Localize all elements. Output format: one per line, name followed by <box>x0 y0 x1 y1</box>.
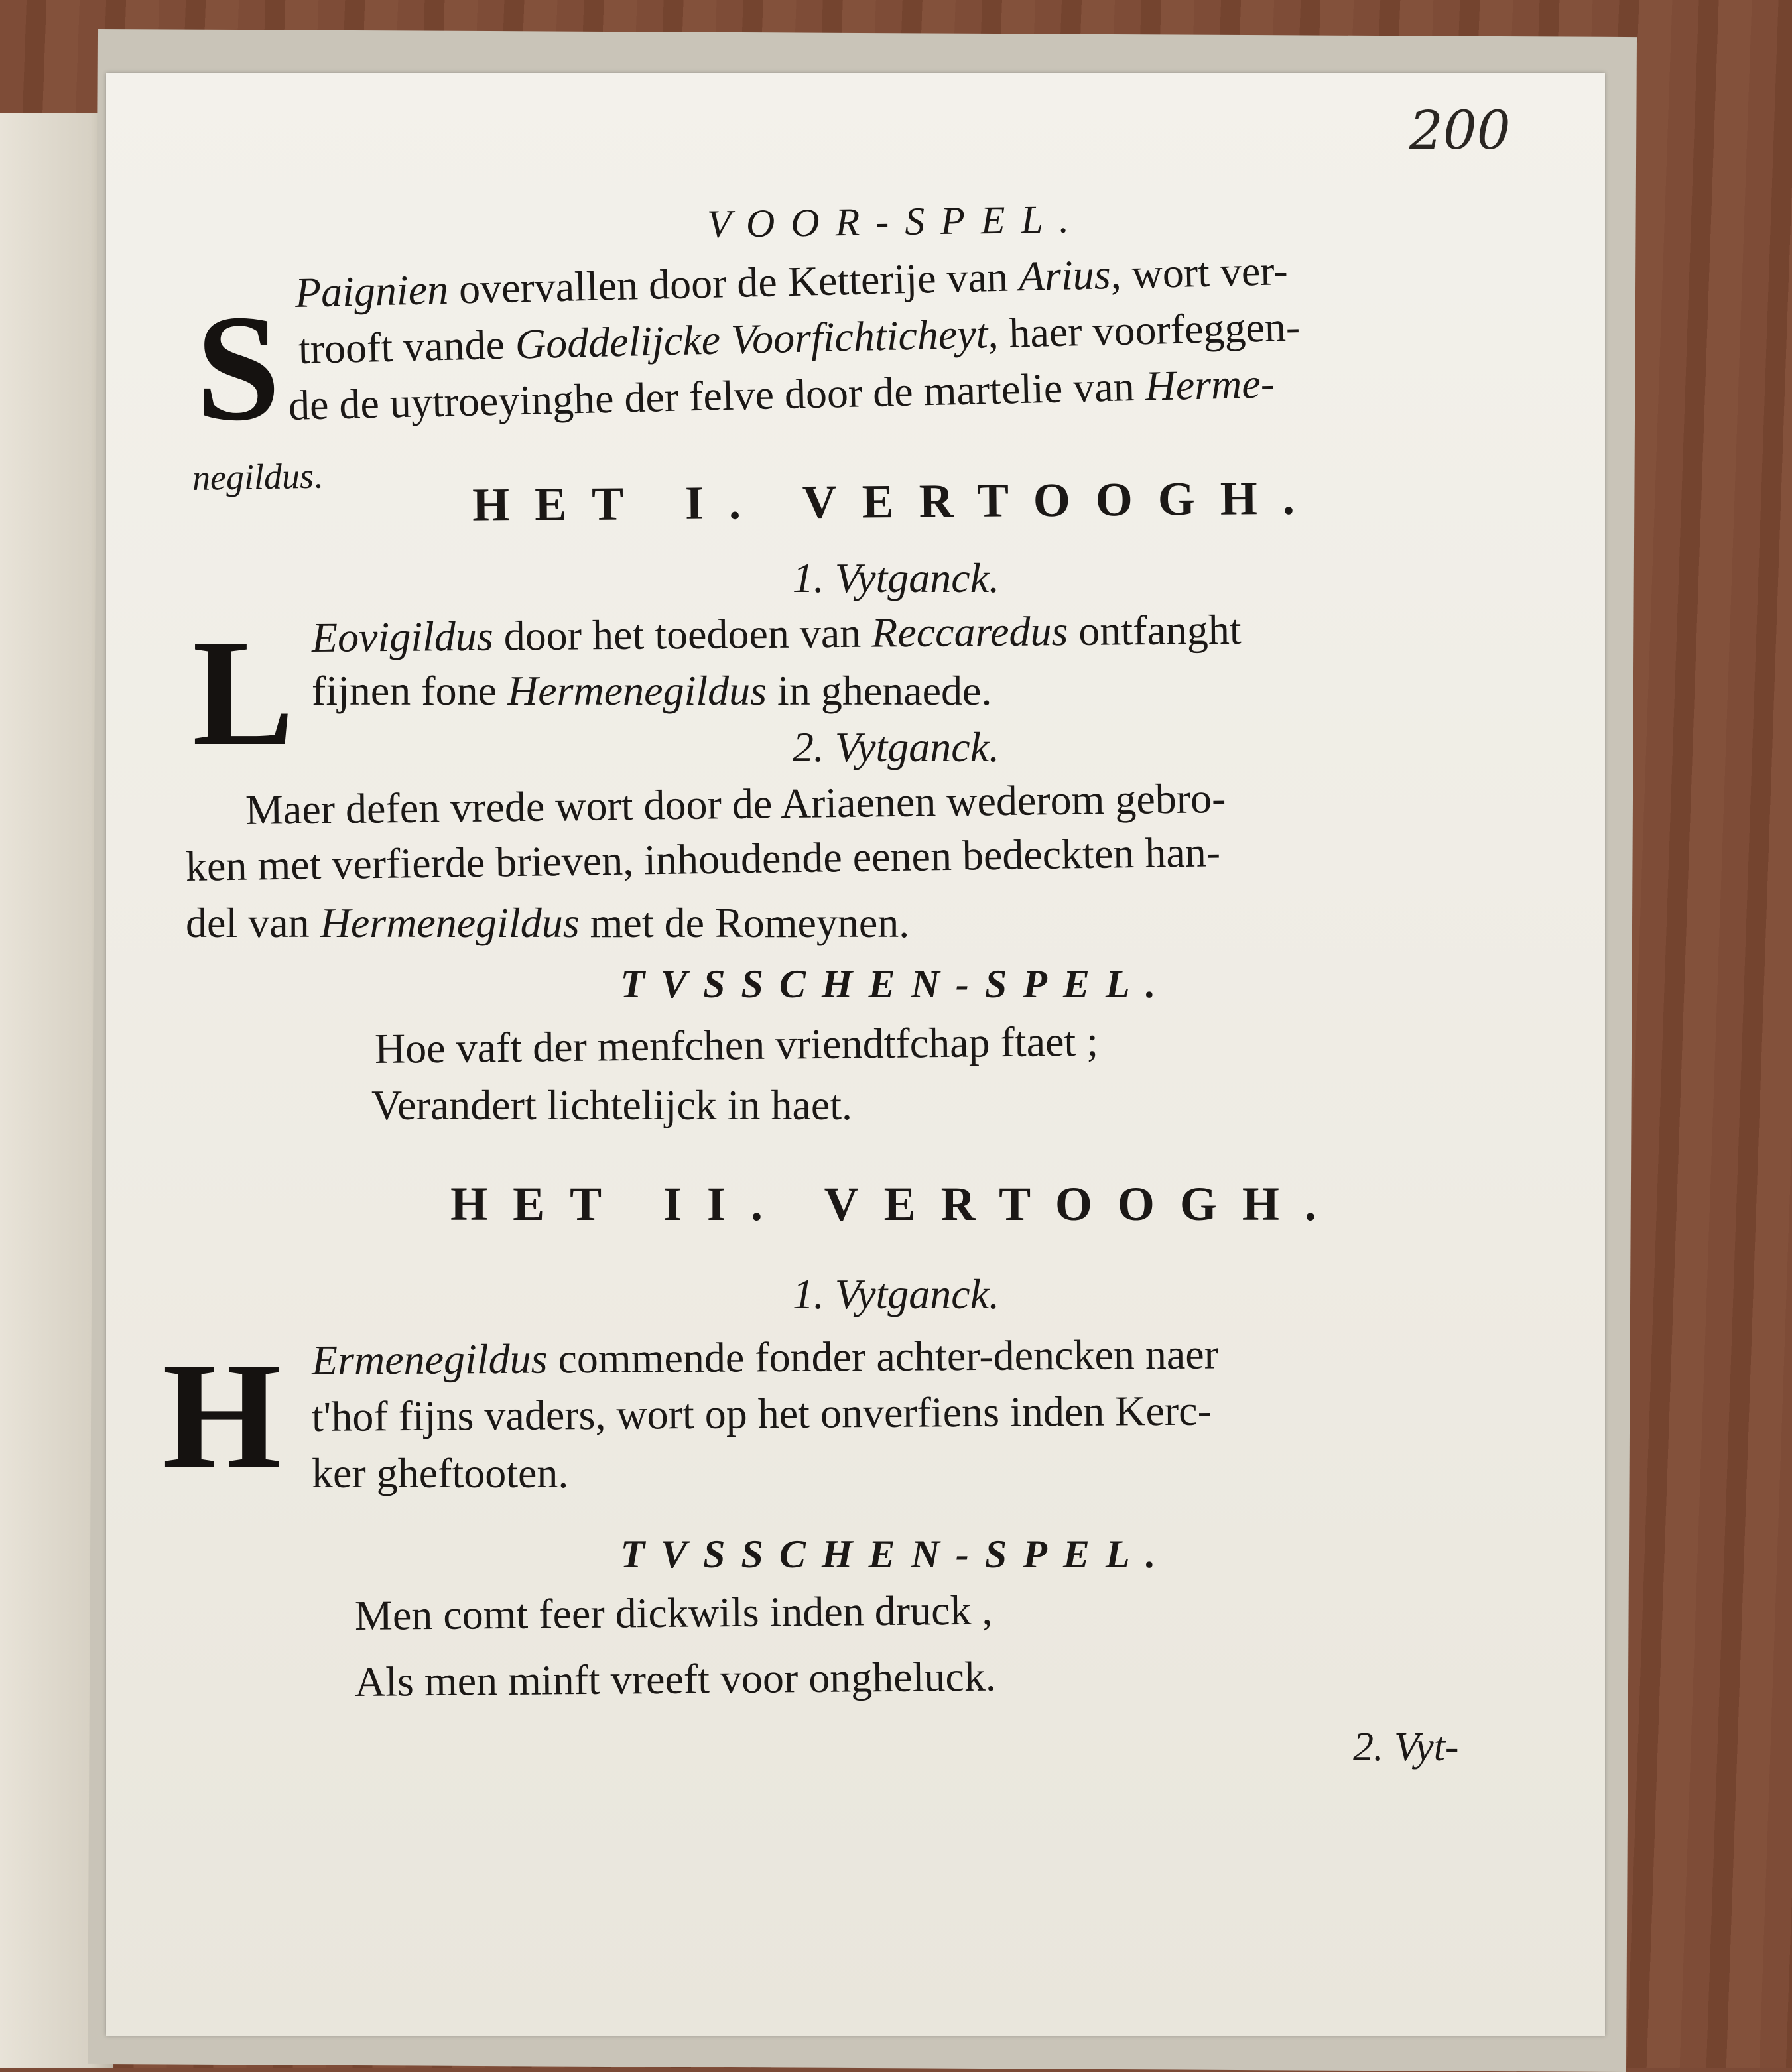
vertoogh-1-line-2 <box>312 666 992 715</box>
text: del van <box>186 899 320 946</box>
text: ontfanght <box>1068 605 1242 655</box>
drop-cap-l: L <box>192 608 294 777</box>
text: , haer voorfeggen- <box>987 302 1301 357</box>
italic-text: Herme- <box>1144 359 1275 410</box>
italic-text: Arius <box>1018 251 1112 300</box>
vertoogh-1-heading: HET I. VERTOOGH. <box>472 471 1320 532</box>
vertoogh-1-uitgang-1-label <box>0 554 1792 603</box>
tusschenspel-1-line-1: Hoe vaft der menfchen vriendtfchap ftaet ; <box>374 1017 1099 1072</box>
italic-text: Hermenegildus <box>507 667 767 714</box>
vertoogh-1-line-4: ken met verfierde brieven, inhoudende eenen bedeckten han- <box>185 828 1221 890</box>
italic-text: negildus <box>192 456 314 498</box>
text: met de Romeynen. <box>579 899 910 946</box>
text: , wort ver- <box>1110 247 1289 298</box>
text: commende fonder achter-dencken naer <box>547 1330 1219 1382</box>
vertoogh-2-line-2: t'hof fijns vaders, wort op het onverfiens inden Kerc- <box>311 1386 1212 1440</box>
vertoogh-2-line-3: ker gheftooten. <box>312 1449 569 1496</box>
text: door het toedoen van <box>493 609 872 660</box>
italic-text: 1. Vytganck. <box>792 554 1000 601</box>
text: de de uytroeyinghe der felve door de martelie van <box>288 362 1146 429</box>
text: fijnen fone <box>312 667 507 714</box>
vertoogh-1-line-1 <box>312 605 1242 662</box>
voorspel-title: VOOR-SPEL. <box>706 197 1086 246</box>
text: in ghenaede. <box>767 667 992 714</box>
vertoogh-2-line-1 <box>312 1329 1218 1385</box>
vertoogh-1-line-3: Maer defen vrede wort door de Ariaenen wederom gebro- <box>245 774 1226 833</box>
vertoogh-2-heading: HET II. VERTOOGH. <box>450 1178 1342 1231</box>
italic-text: 1. Vytganck. <box>792 1270 1000 1317</box>
vertoogh-1-line-5 <box>186 898 909 947</box>
text: trooft vande <box>298 320 516 373</box>
italic-text: Hermenegildus <box>320 899 580 946</box>
tusschenspel-2-heading <box>0 1532 1792 1577</box>
drop-cap-h: H <box>162 1331 281 1500</box>
italic-text: Ermenegildus <box>311 1335 548 1384</box>
catchword: 2. Vyt- <box>1353 1725 1459 1770</box>
italic-text: Reccaredus <box>871 607 1068 656</box>
italic-text: Paignien <box>294 265 449 316</box>
tusschenspel-2-line-1: Men comt feer dickwils inden druck , <box>354 1586 993 1639</box>
tusschenspel-2-line-2: Als men minft vreeft voor ongheluck. <box>354 1652 997 1705</box>
italic-text: Goddelijcke Voorfichticheyt <box>515 310 989 368</box>
italic-text: Eovigildus <box>311 612 494 661</box>
handwritten-page-number: 200 <box>1409 99 1511 161</box>
vertoogh-1-uitgang-2-label <box>0 723 1792 772</box>
italic-text: TVSSCHEN-SPEL. <box>620 962 1172 1006</box>
italic-text: 2. Vytganck. <box>792 723 1000 770</box>
drop-cap-s: S <box>196 283 281 452</box>
vertoogh-2-uitgang-1-label <box>0 1270 1792 1319</box>
tusschenspel-1-line-2: Verandert lichtelijck in haet. <box>371 1081 853 1128</box>
text: . <box>313 456 323 496</box>
italic-text: TVSSCHEN-SPEL. <box>620 1532 1172 1576</box>
tusschenspel-1-heading <box>0 961 1792 1007</box>
text: overvallen door de Ketterije van <box>448 253 1019 313</box>
